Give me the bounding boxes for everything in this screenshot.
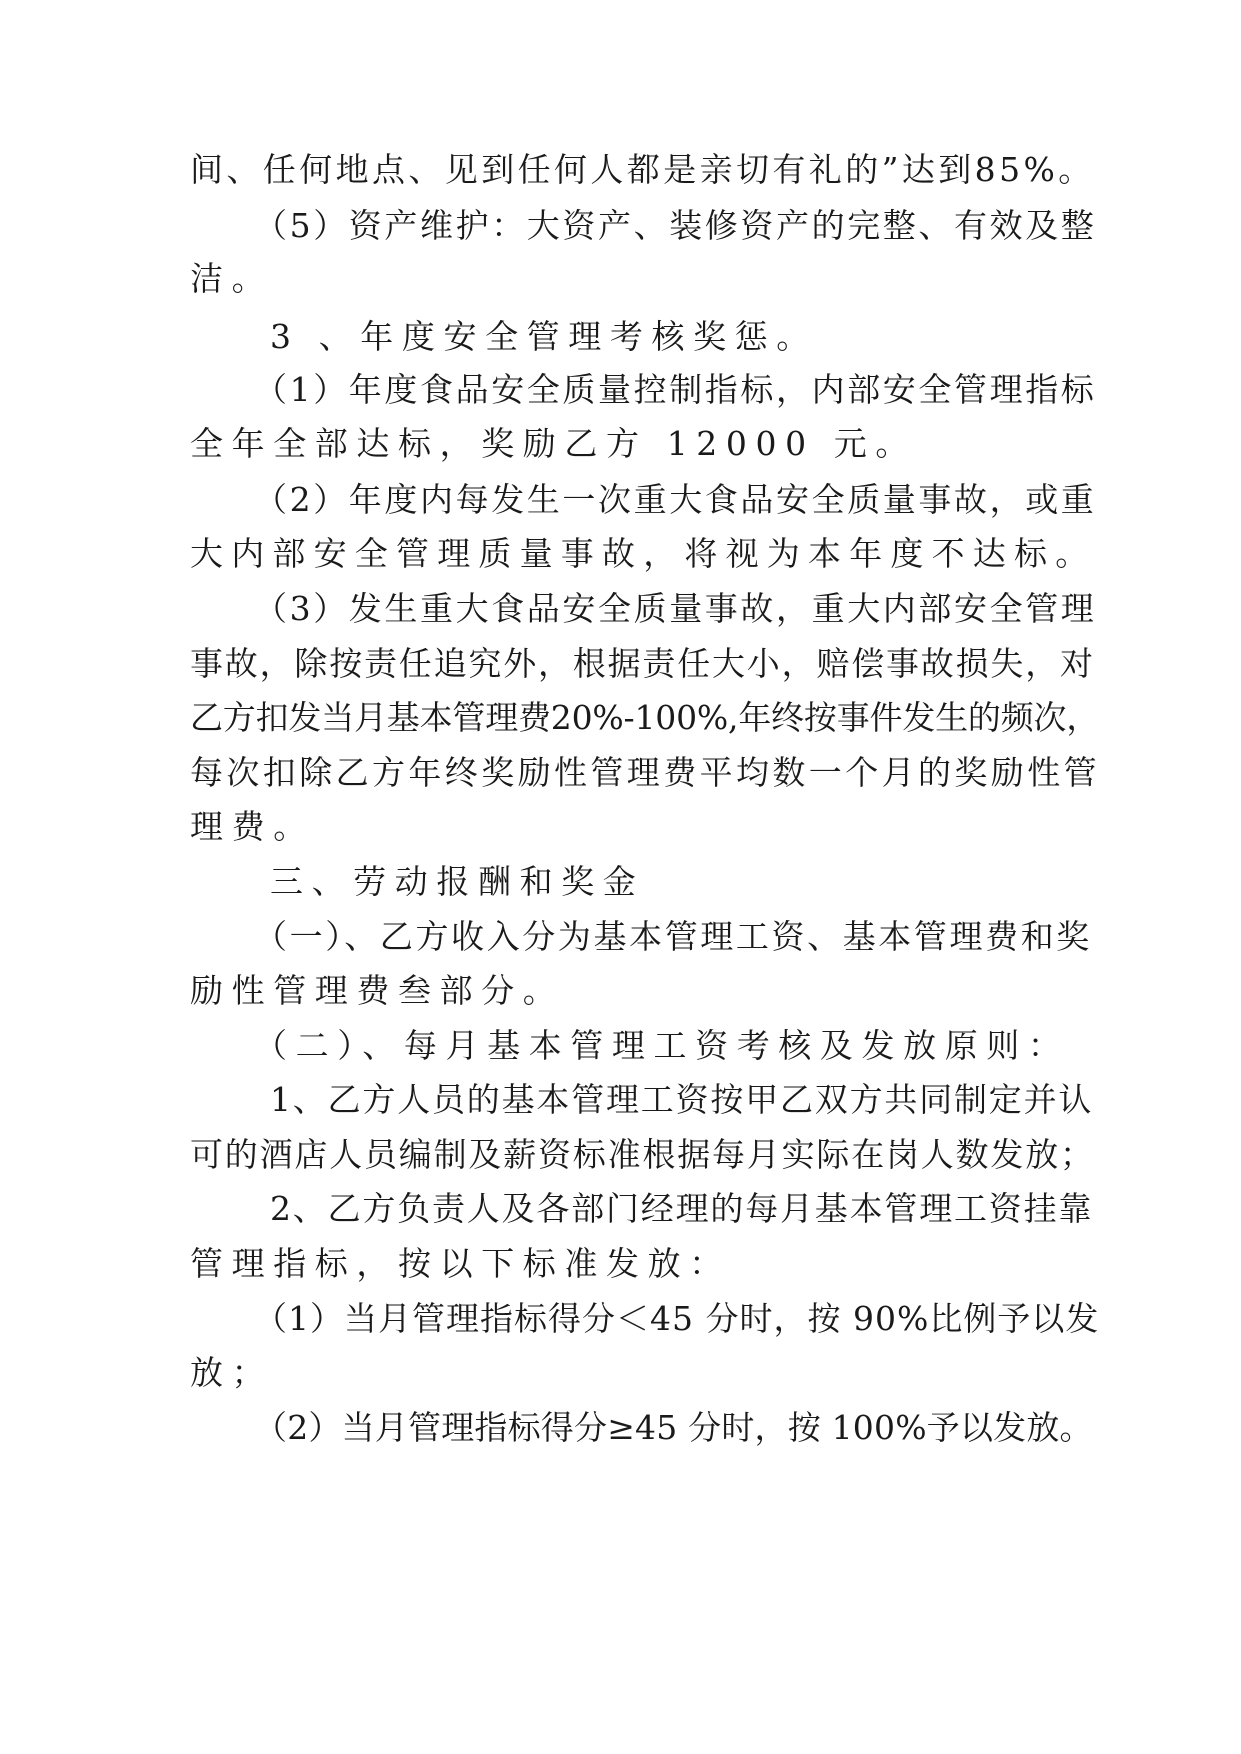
text-line-13: 理费。	[190, 807, 315, 846]
text-line-22: （1）当月管理指标得分＜45 分时，按 90%比例予以发	[254, 1299, 1100, 1338]
text-line-24: （2）当月管理指标得分≥45 分时，按 100%予以发放。	[254, 1408, 1093, 1447]
text-line-18: 1、乙方人员的基本管理工资按甲乙双方共同制定并认	[270, 1080, 1094, 1119]
text-line-17: （二）、每月基本管理工资考核及发放原则：	[254, 1026, 1070, 1065]
section-heading-labor: 三、劳动报酬和奖金	[270, 862, 645, 901]
text-line-16: 励性管理费叁部分。	[190, 971, 565, 1010]
text-line-23: 放；	[190, 1353, 274, 1392]
text-line-6: 全年全部达标，奖励乙方 12000 元。	[190, 424, 917, 463]
text-line-3: 洁。	[190, 259, 274, 298]
text-line-1: 间、任何地点、见到任何人都是亲切有礼的”达到85%。	[190, 150, 1095, 189]
text-line-7: （2）年度内每发生一次重大食品安全质量事故，或重	[254, 480, 1097, 519]
text-line-19: 可的酒店人员编制及薪资标准根据每月实际在岗人数发放；	[190, 1135, 1095, 1174]
text-line-9: （3）发生重大食品安全质量事故，重大内部安全管理	[254, 589, 1097, 628]
text-line-8: 大内部安全管理质量事故，将视为本年度不达标。	[190, 534, 1097, 573]
text-line-10: 事故，除按责任追究外，根据责任大小，赔偿事故损失，对	[190, 644, 1095, 683]
section-heading-3: 3 、年度安全管理考核奖惩。	[270, 317, 818, 356]
text-line-2: （5）资产维护：大资产、装修资产的完整、有效及整	[254, 206, 1097, 245]
text-line-12: 每次扣除乙方年终奖励性管理费平均数一个月的奖励性管	[190, 753, 1100, 792]
text-line-21: 管理指标，按以下标准发放：	[190, 1244, 731, 1283]
text-line-20: 2、乙方负责人及各部门经理的每月基本管理工资挂靠	[270, 1189, 1094, 1228]
text-line-11: 乙方扣发当月基本管理费20%-100%,年终按事件发生的频次，	[190, 698, 1100, 737]
text-line-5: （1）年度食品安全质量控制指标，内部安全管理指标	[254, 370, 1097, 409]
text-line-15: （一）、乙方收入分为基本管理工资、基本管理费和奖	[254, 917, 1092, 956]
